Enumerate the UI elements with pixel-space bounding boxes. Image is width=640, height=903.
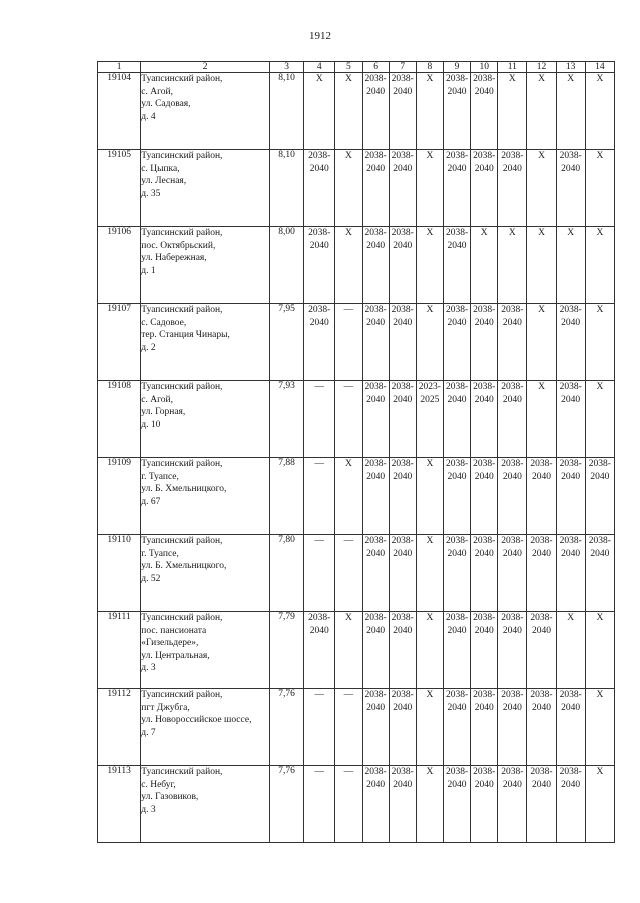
- table-row: [98, 150, 615, 227]
- page-number: 1912: [309, 30, 331, 42]
- address-line: д. 3: [141, 804, 156, 815]
- address-line: ул. Новороссийское шоссе,: [141, 715, 252, 725]
- column-header-2: 2: [141, 62, 270, 73]
- period-cell: 2038- 2040: [443, 381, 470, 458]
- period-cell: —: [335, 304, 362, 381]
- period-cell: 2038- 2040: [362, 612, 389, 689]
- period-cell: X: [335, 73, 362, 150]
- address-line: г. Туапсе,: [141, 471, 179, 482]
- address-line: Туапсинский район,: [141, 151, 223, 161]
- period-cell: 2038- 2040: [556, 689, 585, 766]
- header-row: [98, 62, 615, 73]
- period-cell: X: [335, 612, 362, 689]
- period-cell: X: [335, 150, 362, 227]
- column-header-8: 8: [416, 62, 443, 73]
- address-cell: [141, 227, 270, 304]
- period-cell: X: [416, 73, 443, 150]
- address-line: д. 35: [141, 188, 161, 199]
- address-line: Туапсинский район,: [141, 228, 223, 238]
- period-cell: X: [471, 227, 498, 304]
- period-cell: 2038- 2040: [556, 381, 585, 458]
- period-cell: 2038- 2040: [304, 304, 335, 381]
- period-cell: X: [585, 612, 614, 689]
- period-cell: 2038- 2040: [362, 535, 389, 612]
- period-cell: X: [585, 227, 614, 304]
- address-cell: [141, 458, 270, 535]
- table-row: [98, 689, 615, 766]
- address-line: ул. Садовая,: [141, 99, 191, 109]
- address-cell: [141, 150, 270, 227]
- period-cell: 2038- 2040: [471, 73, 498, 150]
- column-header-7: 7: [389, 62, 416, 73]
- period-cell: 2038- 2040: [362, 227, 389, 304]
- value-cell: 7,79: [269, 612, 303, 689]
- table-row: [98, 766, 615, 843]
- period-cell: 2038- 2040: [443, 689, 470, 766]
- address-line: с. Цыпка,: [141, 163, 180, 174]
- address-line: с. Агой,: [141, 86, 173, 97]
- period-cell: X: [416, 612, 443, 689]
- column-header-6: 6: [362, 62, 389, 73]
- period-cell: X: [527, 227, 556, 304]
- address-cell: [141, 535, 270, 612]
- period-cell: X: [416, 689, 443, 766]
- row-id: 19105: [98, 150, 141, 227]
- period-cell: 2038- 2040: [389, 227, 416, 304]
- address-line: д. 4: [141, 111, 156, 122]
- period-cell: 2038- 2040: [389, 458, 416, 535]
- period-cell: X: [527, 150, 556, 227]
- period-cell: 2038- 2040: [389, 73, 416, 150]
- period-cell: 2038- 2040: [362, 381, 389, 458]
- address-line: ул. Набережная,: [141, 253, 207, 263]
- period-cell: 2038- 2040: [498, 535, 527, 612]
- address-line: пос. Октябрьский,: [141, 240, 216, 251]
- period-cell: 2038- 2040: [304, 150, 335, 227]
- period-cell: 2038- 2040: [585, 458, 614, 535]
- address-line: д. 67: [141, 496, 161, 507]
- row-id: 19106: [98, 227, 141, 304]
- period-cell: X: [416, 304, 443, 381]
- period-cell: 2038- 2040: [556, 766, 585, 843]
- period-cell: —: [335, 535, 362, 612]
- period-cell: X: [416, 766, 443, 843]
- address-line: Туапсинский район,: [141, 536, 223, 546]
- value-cell: 7,95: [269, 304, 303, 381]
- period-cell: 2038- 2040: [471, 458, 498, 535]
- row-id: 19109: [98, 458, 141, 535]
- value-cell: 8,00: [269, 227, 303, 304]
- column-header-1: 1: [98, 62, 141, 73]
- period-cell: 2038- 2040: [304, 227, 335, 304]
- period-cell: 2038- 2040: [389, 150, 416, 227]
- column-header-11: 11: [498, 62, 527, 73]
- period-cell: 2038- 2040: [527, 535, 556, 612]
- period-cell: 2038- 2040: [556, 535, 585, 612]
- row-id: 19104: [98, 73, 141, 150]
- period-cell: 2038- 2040: [443, 458, 470, 535]
- table-row: [98, 227, 615, 304]
- table-row: [98, 304, 615, 381]
- address-line: Туапсинский район,: [141, 305, 223, 315]
- address-cell: [141, 304, 270, 381]
- period-cell: 2038- 2040: [389, 766, 416, 843]
- table-row: [98, 381, 615, 458]
- table-header: [98, 62, 615, 73]
- period-cell: —: [335, 381, 362, 458]
- period-cell: 2038- 2040: [471, 612, 498, 689]
- address-line: с. Небуг,: [141, 779, 176, 790]
- period-cell: 2038- 2040: [527, 689, 556, 766]
- period-cell: 2038- 2040: [362, 304, 389, 381]
- period-cell: —: [304, 458, 335, 535]
- period-cell: 2038- 2040: [527, 766, 556, 843]
- value-cell: 7,76: [269, 766, 303, 843]
- registry-table: [97, 61, 615, 843]
- period-cell: X: [416, 535, 443, 612]
- address-line: д. 1: [141, 265, 156, 276]
- row-id: 19110: [98, 535, 141, 612]
- table-row: [98, 535, 615, 612]
- period-cell: 2038- 2040: [498, 150, 527, 227]
- address-line: ул. Б. Хмельницкого,: [141, 561, 227, 571]
- address-line: д. 52: [141, 573, 161, 584]
- period-cell: 2038- 2040: [471, 535, 498, 612]
- table-body: [98, 73, 615, 843]
- period-cell: 2038- 2040: [498, 304, 527, 381]
- value-cell: 8,10: [269, 73, 303, 150]
- period-cell: 2038- 2040: [471, 766, 498, 843]
- period-cell: X: [416, 458, 443, 535]
- period-cell: X: [585, 73, 614, 150]
- address-line: Туапсинский район,: [141, 74, 223, 84]
- row-id: 19108: [98, 381, 141, 458]
- address-line: Туапсинский район,: [141, 382, 223, 392]
- address-line: с. Садовое,: [141, 317, 187, 328]
- period-cell: 2038- 2040: [498, 766, 527, 843]
- table-row: [98, 458, 615, 535]
- value-cell: 7,88: [269, 458, 303, 535]
- period-cell: 2038- 2040: [585, 535, 614, 612]
- value-cell: 7,80: [269, 535, 303, 612]
- value-cell: 7,76: [269, 689, 303, 766]
- period-cell: —: [304, 766, 335, 843]
- period-cell: 2038- 2040: [556, 150, 585, 227]
- period-cell: 2038- 2040: [471, 689, 498, 766]
- period-cell: 2038- 2040: [389, 304, 416, 381]
- column-header-14: 14: [585, 62, 614, 73]
- address-line: ул. Б. Хмельницкого,: [141, 484, 227, 494]
- period-cell: 2038- 2040: [443, 150, 470, 227]
- period-cell: —: [304, 381, 335, 458]
- period-cell: 2038- 2040: [471, 381, 498, 458]
- period-cell: 2038- 2040: [389, 689, 416, 766]
- address-line: Туапсинский район,: [141, 767, 223, 777]
- address-line: д. 10: [141, 419, 161, 430]
- column-header-10: 10: [471, 62, 498, 73]
- address-cell: [141, 612, 270, 689]
- period-cell: X: [556, 612, 585, 689]
- period-cell: 2023- 2025: [416, 381, 443, 458]
- address-line: пгт Джубга,: [141, 702, 190, 713]
- period-cell: X: [416, 150, 443, 227]
- period-cell: X: [585, 766, 614, 843]
- period-cell: 2038- 2040: [362, 458, 389, 535]
- period-cell: 2038- 2040: [443, 73, 470, 150]
- period-cell: 2038- 2040: [362, 766, 389, 843]
- address-line: д. 7: [141, 727, 156, 738]
- period-cell: X: [416, 227, 443, 304]
- period-cell: —: [304, 689, 335, 766]
- value-cell: 7,93: [269, 381, 303, 458]
- row-id: 19111: [98, 612, 141, 689]
- period-cell: X: [498, 227, 527, 304]
- address-line: с. Агой,: [141, 394, 173, 405]
- period-cell: 2038- 2040: [443, 612, 470, 689]
- period-cell: 2038- 2040: [556, 458, 585, 535]
- period-cell: —: [304, 535, 335, 612]
- period-cell: X: [585, 689, 614, 766]
- period-cell: 2038- 2040: [556, 304, 585, 381]
- address-line: тер. Станция Чинары,: [141, 330, 230, 340]
- column-header-4: 4: [304, 62, 335, 73]
- period-cell: 2038- 2040: [498, 458, 527, 535]
- column-header-3: 3: [269, 62, 303, 73]
- period-cell: 2038- 2040: [527, 612, 556, 689]
- row-id: 19112: [98, 689, 141, 766]
- value-cell: 8,10: [269, 150, 303, 227]
- table-row: [98, 73, 615, 150]
- address-cell: [141, 766, 270, 843]
- address-line: г. Туапсе,: [141, 548, 179, 559]
- address-cell: [141, 689, 270, 766]
- table-row: [98, 612, 615, 689]
- period-cell: X: [304, 73, 335, 150]
- period-cell: 2038- 2040: [389, 381, 416, 458]
- period-cell: X: [585, 150, 614, 227]
- address-line: Туапсинский район,: [141, 613, 223, 623]
- row-id: 19113: [98, 766, 141, 843]
- address-cell: [141, 381, 270, 458]
- period-cell: 2038- 2040: [471, 304, 498, 381]
- column-header-5: 5: [335, 62, 362, 73]
- period-cell: X: [585, 304, 614, 381]
- period-cell: 2038- 2040: [443, 535, 470, 612]
- address-line: Туапсинский район,: [141, 459, 223, 469]
- address-line: ул. Горная,: [141, 407, 186, 417]
- address-cell: [141, 73, 270, 150]
- period-cell: 2038- 2040: [362, 73, 389, 150]
- period-cell: 2038- 2040: [498, 689, 527, 766]
- period-cell: 2038- 2040: [362, 150, 389, 227]
- period-cell: 2038- 2040: [443, 304, 470, 381]
- address-line: ул. Газовиков,: [141, 792, 199, 802]
- address-line: ул. Лесная,: [141, 176, 187, 186]
- period-cell: 2038- 2040: [527, 458, 556, 535]
- period-cell: 2038- 2040: [443, 227, 470, 304]
- period-cell: 2038- 2040: [471, 150, 498, 227]
- period-cell: X: [335, 227, 362, 304]
- period-cell: X: [498, 73, 527, 150]
- period-cell: 2038- 2040: [304, 612, 335, 689]
- period-cell: 2038- 2040: [362, 689, 389, 766]
- period-cell: X: [527, 304, 556, 381]
- period-cell: X: [556, 227, 585, 304]
- period-cell: 2038- 2040: [389, 535, 416, 612]
- period-cell: —: [335, 766, 362, 843]
- period-cell: 2038- 2040: [498, 612, 527, 689]
- period-cell: 2038- 2040: [498, 381, 527, 458]
- row-id: 19107: [98, 304, 141, 381]
- period-cell: X: [585, 381, 614, 458]
- address-line: д. 2: [141, 342, 156, 353]
- period-cell: X: [556, 73, 585, 150]
- period-cell: 2038- 2040: [443, 766, 470, 843]
- period-cell: X: [335, 458, 362, 535]
- period-cell: —: [335, 689, 362, 766]
- address-line: «Гизельдере»,: [141, 638, 199, 648]
- address-line: ул. Центральная,: [141, 650, 210, 661]
- address-line: д. 3: [141, 663, 156, 673]
- column-header-13: 13: [556, 62, 585, 73]
- column-header-9: 9: [443, 62, 470, 73]
- column-header-12: 12: [527, 62, 556, 73]
- period-cell: 2038- 2040: [389, 612, 416, 689]
- address-line: пос. пансионата: [141, 625, 207, 636]
- period-cell: X: [527, 381, 556, 458]
- period-cell: X: [527, 73, 556, 150]
- address-line: Туапсинский район,: [141, 690, 223, 700]
